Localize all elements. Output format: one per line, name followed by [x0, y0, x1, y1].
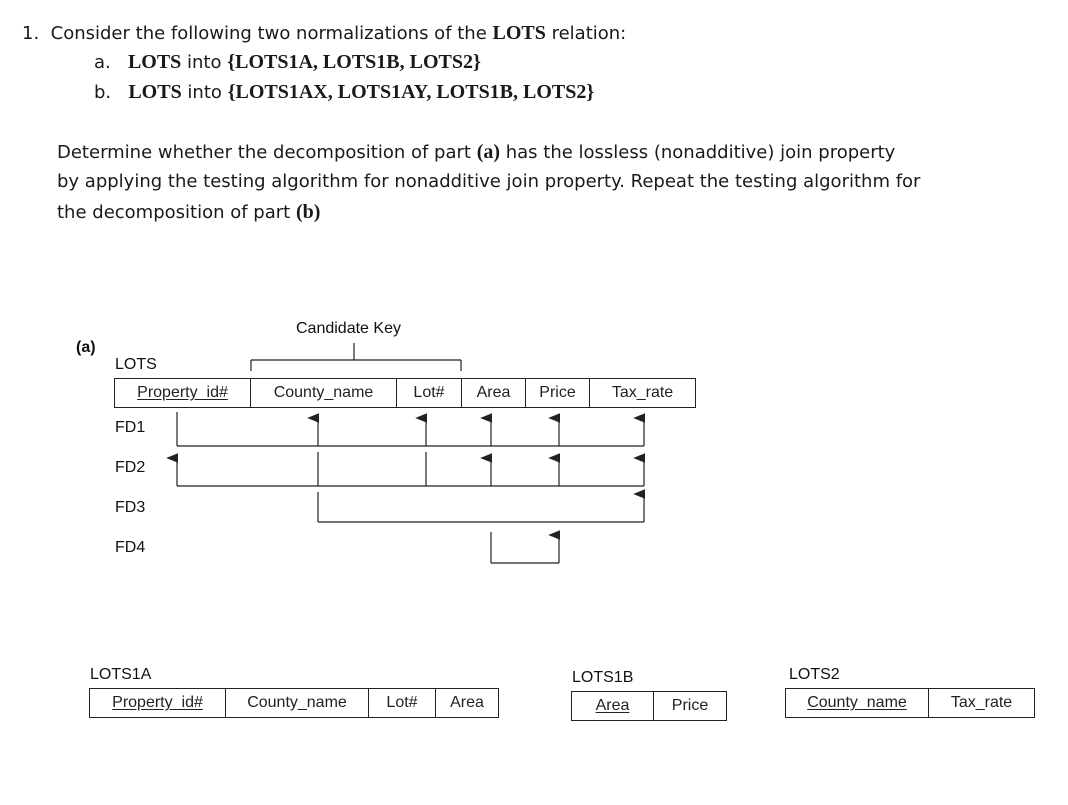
option-b-marker: b.	[94, 82, 112, 103]
para-line-1-part-a: (a)	[476, 141, 501, 163]
lots1b-attr-area: Area	[572, 692, 654, 720]
intro-relation: LOTS	[492, 22, 546, 44]
lots1a-attr-lot: Lot#	[369, 689, 436, 717]
lots1a-table	[89, 688, 499, 718]
fd2-lines	[177, 452, 644, 486]
lots1b-attr-price: Price	[671, 697, 709, 714]
lots2-attr-county-name: County_name	[786, 689, 929, 717]
option-a-marker: a.	[94, 52, 111, 73]
para-line-2-text: by applying the testing algorithm for nonadditive join property. Repeat the testing algorithm for	[57, 171, 921, 192]
option-a-relation: LOTS	[127, 51, 182, 73]
lots1a-attr-area: Area	[450, 694, 484, 711]
candidate-key-label: Candidate Key	[296, 320, 401, 337]
lots-attr-property-id: Property_id#	[115, 379, 251, 407]
lots-attr-tax-rate: Tax_rate	[611, 384, 674, 401]
fd4-label: FD4	[115, 539, 146, 556]
figure-part-label: (a)	[76, 339, 96, 356]
lots-relation-name: LOTS	[115, 356, 157, 373]
lots-attr-area: Area	[462, 379, 526, 407]
fd3-lines	[318, 492, 644, 522]
fd3-label: FD3	[115, 499, 146, 516]
question-number: 1.	[22, 23, 40, 44]
option-b-set: {LOTS1AX, LOTS1AY, LOTS1B, LOTS2}	[227, 81, 595, 103]
lots-attr-county-name: County_name	[251, 379, 397, 407]
para-line-3-text-a: the decomposition of part	[57, 202, 296, 223]
fd4-lines	[491, 532, 559, 563]
option-a-into: into	[181, 52, 228, 73]
intro-suffix: relation:	[545, 23, 627, 44]
option-b-relation: LOTS	[128, 81, 182, 103]
lots1b-name: LOTS1B	[572, 669, 634, 686]
lots1b-table	[571, 691, 727, 721]
lots-attr-lot: Lot#	[397, 379, 462, 407]
lots1a-attr-property-id: Property_id#	[90, 689, 226, 717]
option-a-set: {LOTS1A, LOTS1B, LOTS2}	[227, 51, 481, 73]
intro-prefix: Consider the following two normalizations of the	[50, 23, 493, 44]
lots-attr-price: Price	[526, 379, 590, 407]
fd1-label: FD1	[115, 419, 146, 436]
para-line-3-part-b: (b)	[295, 201, 321, 223]
lots2-attr-tax-rate: Tax_rate	[950, 694, 1013, 711]
candidate-key-bracket	[251, 343, 461, 371]
lots1a-attr-county-name: County_name	[226, 689, 369, 717]
option-b-into: into	[181, 82, 228, 103]
lots2-table	[785, 688, 1035, 718]
lots1a-name: LOTS1A	[90, 666, 152, 683]
para-line-1-text-a: Determine whether the decomposition of part	[57, 142, 477, 163]
para-line-1-text-c: has the lossless (nonadditive) join property	[500, 142, 896, 163]
lots2-name: LOTS2	[789, 666, 840, 683]
fd1-lines	[177, 412, 644, 446]
fd2-label: FD2	[115, 459, 146, 476]
